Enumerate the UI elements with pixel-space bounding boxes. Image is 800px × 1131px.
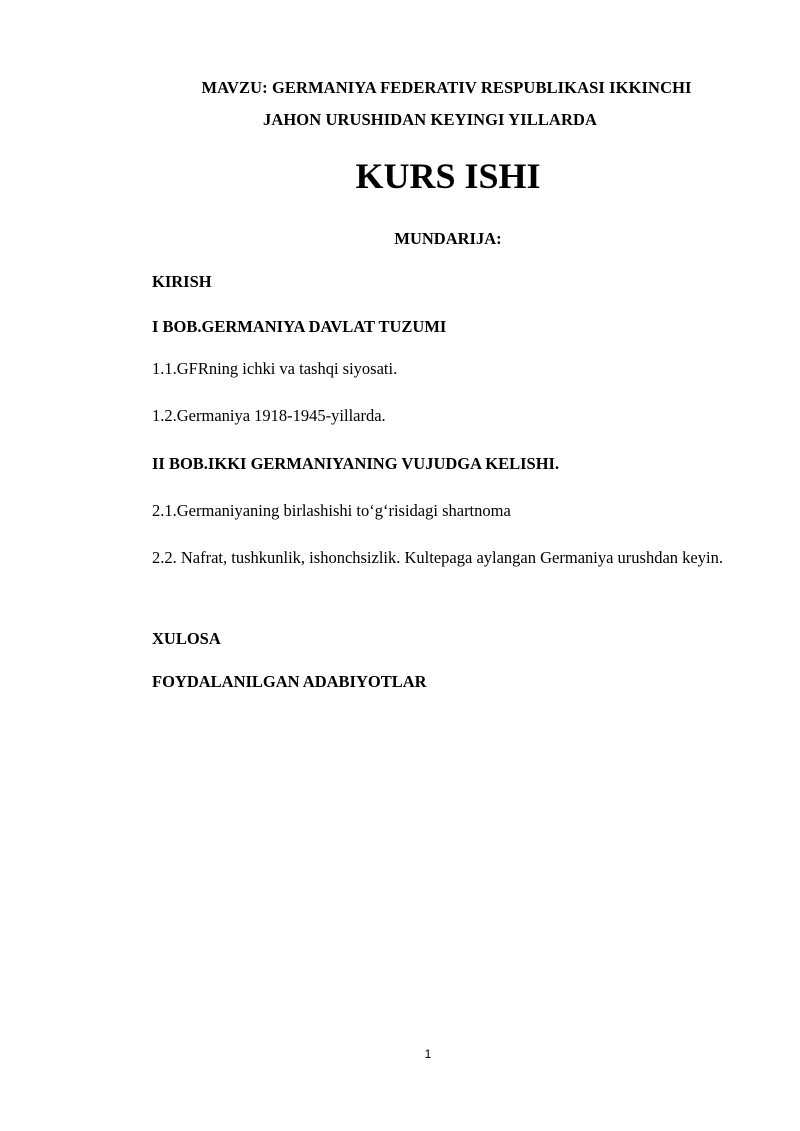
page-number: 1 bbox=[424, 1047, 432, 1061]
toc-item-conclusion: XULOSA bbox=[152, 629, 221, 648]
toc-item-chapter-2: II BOB.IKKI GERMANIYANING VUJUDGA KELISHI. bbox=[152, 454, 560, 473]
topic-line-2: JAHON URUSHIDAN KEYINGI YILLARDA bbox=[263, 110, 597, 129]
toc-item-section-1-1: 1.1.GFRning ichki va tashqi siyosati. bbox=[152, 359, 398, 378]
toc-item-chapter-1: I BOB.GERMANIYA DAVLAT TUZUMI bbox=[152, 317, 447, 336]
document-title: KURS ISHI bbox=[355, 156, 541, 196]
toc-item-section-2-2: 2.2. Nafrat, tushkunlik, ishonchsizlik. Kultepaga aylangan Germaniya urushdan keyin. bbox=[152, 548, 723, 567]
toc-item-introduction: KIRISH bbox=[152, 272, 212, 291]
toc-item-section-1-2: 1.2.Germaniya 1918-1945-yillarda. bbox=[152, 406, 386, 425]
toc-item-section-2-1: 2.1.Germaniyaning birlashishi to‘g‘risidagi shartnoma bbox=[152, 501, 511, 520]
topic-line-1: MAVZU: GERMANIYA FEDERATIV RESPUBLIKASI IKKINCHI bbox=[201, 78, 692, 97]
toc-heading: MUNDARIJA: bbox=[394, 229, 502, 248]
toc-item-references: FOYDALANILGAN ADABIYOTLAR bbox=[152, 672, 427, 691]
